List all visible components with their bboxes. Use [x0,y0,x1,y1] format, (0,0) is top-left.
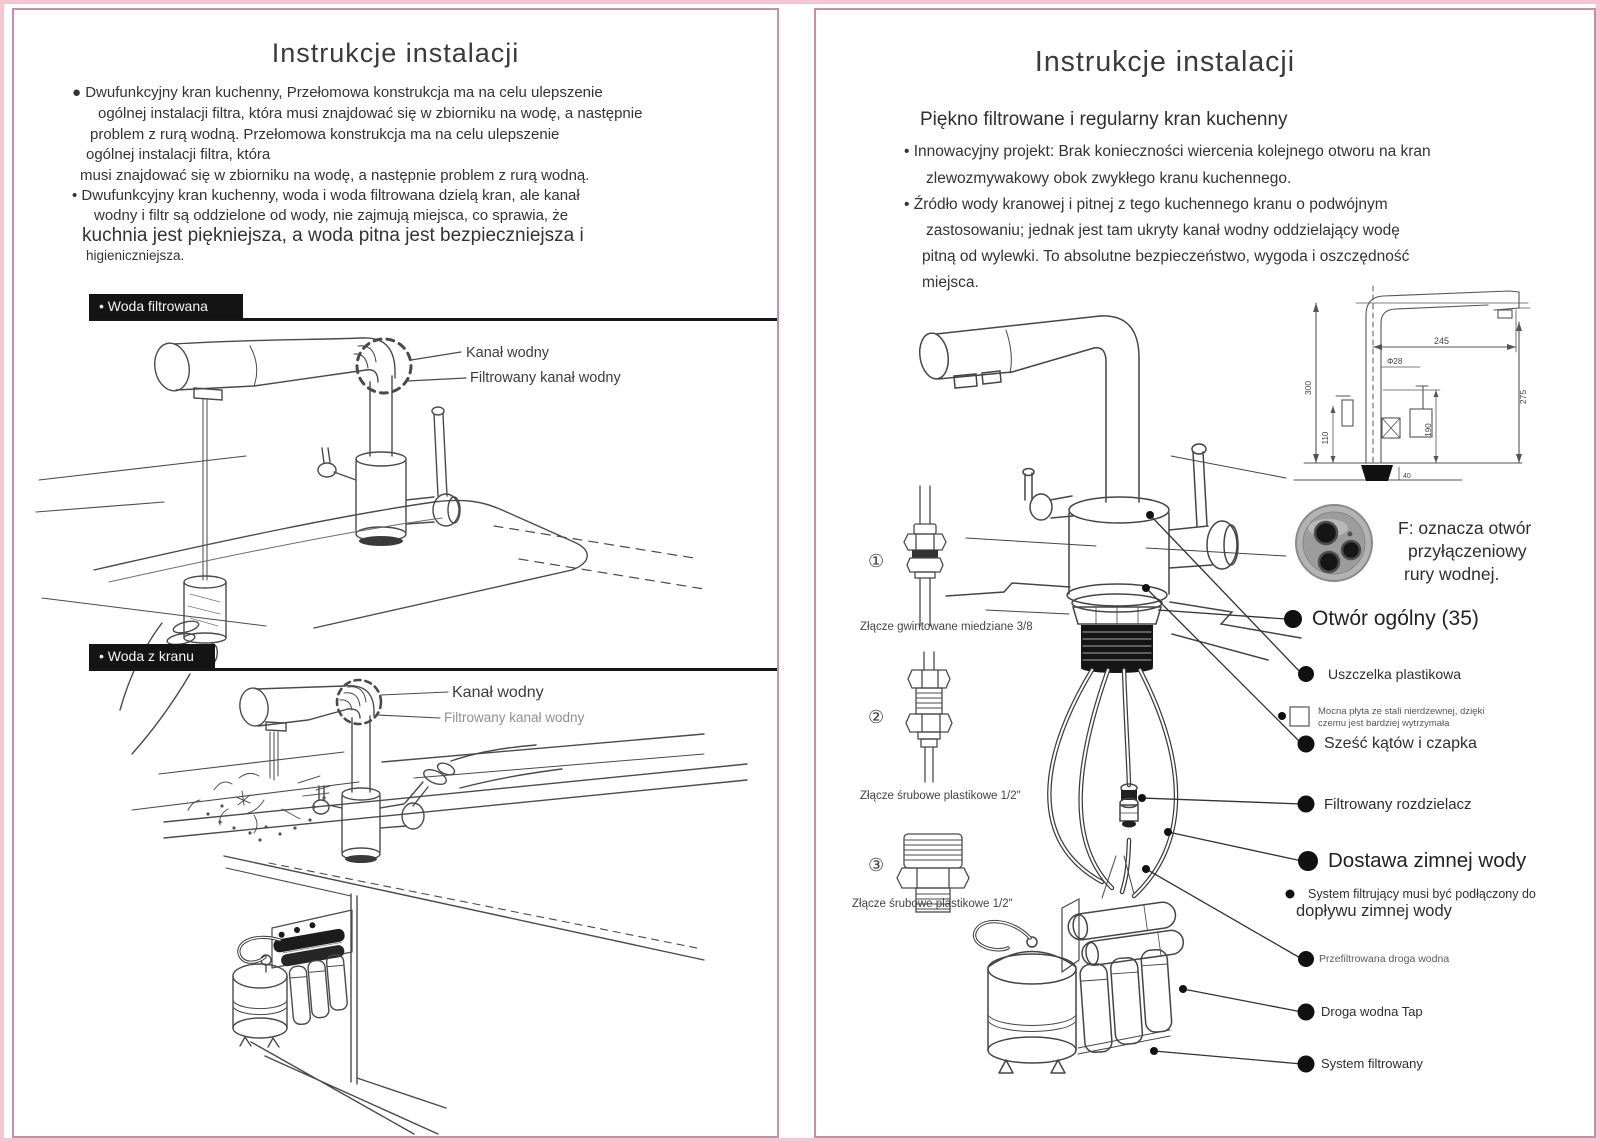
bullet-line: miejsca. [922,274,979,291]
diagram-filtered-water [36,338,704,754]
bullet-line: • Źródło wody kranowej i pitnej z tego kuchennego kranu o podwójnym [904,196,1388,213]
dimension-drawing [1294,286,1530,481]
paragraph-line: higieniczniejsza. [86,248,185,263]
inline-hose-connector [1120,784,1138,828]
bullet-line: • Innowacyjny projekt: Brak konieczności wiercenia kolejnego otworu na kran [904,143,1431,160]
connector-number-2: ② [868,707,885,727]
connector-caption-3: Złącze śrubowe plastikowe 1/2" [852,898,1013,910]
paragraph-line: ogólnej instalacji filtra, która musi znajdować się w zbiorniku na wodę, a następnie [98,105,643,122]
installation-diagram [917,316,1301,1073]
section-banner-tap-water: • Woda z kranu [89,644,215,669]
section-rule [89,318,777,321]
label-filtered-splitter: Filtrowany rozdzielacz [1324,796,1472,813]
paragraph-line: problem z rurą wodną. Przełomowa konstrukcja ma na celu ulepszenie [90,126,560,143]
connector-caption-1: Złącze gwintowane miedziane 3/8 [860,621,1033,633]
diagram2-label-water-channel: Kanał wodny [452,684,544,701]
paragraph-line: wodny i filtr są oddzielone od wody, nie zajmują miejsca, co sprawia, że [94,207,569,224]
dimension-label: 245 [1434,336,1450,346]
page-left [12,8,779,1138]
page-title: Instrukcje instalacji [1034,46,1296,78]
bullet-line: zlewozmywakowy obok zwykłego kranu kuchennego. [926,170,1292,187]
connector-drawings [897,486,969,912]
label-tap-water-path: Droga wodna Tap [1321,1004,1423,1019]
page-title: Instrukcje instalacji [271,38,520,68]
leader-lines [1138,511,1318,1073]
paragraph-line: musi znajdować się w zbiorniku na wodę, a następnie problem z rurą wodną. [80,167,590,184]
bullet-line: pitną od wylewki. To absolutne bezpieczeństwo, wygoda i oszczędność [922,248,1410,265]
connector-caption-2: Złącze śrubowe plastikowe 1/2" [860,790,1021,802]
label-filter-note-line2: dopływu zimnej wody [1296,902,1452,920]
sink-hole-photo [1296,505,1372,581]
label-filter-note-line1: System filtrujący musi być podłączony do [1308,887,1536,901]
connector-number-3: ③ [868,855,885,875]
hoses [1049,670,1176,896]
dimension-label: Φ28 [1387,357,1403,366]
diagram2-label-filtered-channel: Filtrowany kanał wodny [444,710,585,725]
label-hex-and-cap: Sześć kątów i czapka [1324,735,1477,752]
diagram1-label-filtered-channel: Filtrowany kanał wodny [470,370,621,386]
label-plastic-gasket: Uszczelka plastikowa [1328,666,1462,682]
diagram-tap-water [132,680,747,1134]
dimension-label: 300 [1303,380,1313,396]
dimension-label: 190 [1424,423,1433,437]
dimension-label: 275 [1518,389,1528,405]
paragraph-line: • Dwufunkcyjny kran kuchenny, woda i woda filtrowana dzielą kran, ale kanał [72,187,580,204]
paragraph-line: ogólnej instalacji filtra, która [86,146,271,163]
label-cold-water-supply: Dostawa zimnej wody [1328,849,1527,872]
section-banner-filtered-water: • Woda filtrowana [89,294,243,319]
label-steel-plate-line2: czemu jest bardziej wytrzymała [1318,718,1450,729]
page-right [814,8,1596,1138]
diagram1-label-water-channel: Kanał wodny [466,345,550,361]
photo-note-line: przyłączeniowy [1408,541,1527,561]
label-steel-plate-line1: Mocna płyta ze stali nierdzewnej, dzięki [1318,706,1485,717]
paragraph-line: ● Dwufunkcyjny kran kuchenny, Przełomowa konstrukcja ma na celu ulepszenie [72,84,603,101]
connector-number-1: ① [868,551,885,571]
photo-note-line: rury wodnej. [1404,564,1500,584]
dimension-label: 110 [1321,431,1330,445]
filter-unit [975,899,1185,1073]
section-rule [89,668,777,671]
page-subtitle: Piękno filtrowane i regularny kran kuchenny [920,109,1288,130]
label-filter-system: System filtrowany [1321,1056,1423,1071]
steel-plate-icon [1290,707,1309,726]
label-general-hole: Otwór ogólny (35) [1312,607,1479,630]
label-filtered-water-path: Przefiltrowana droga wodna [1319,953,1450,965]
paragraph-line: kuchnia jest piękniejsza, a woda pitna jest bezpieczniejsza i [82,225,584,246]
photo-note-line: F: oznacza otwór [1398,518,1532,538]
dimension-label: 40 [1403,473,1411,480]
bullet-line: zastosowaniu; jednak jest tam ukryty kanał wodny oddzielający wodę [926,222,1400,239]
